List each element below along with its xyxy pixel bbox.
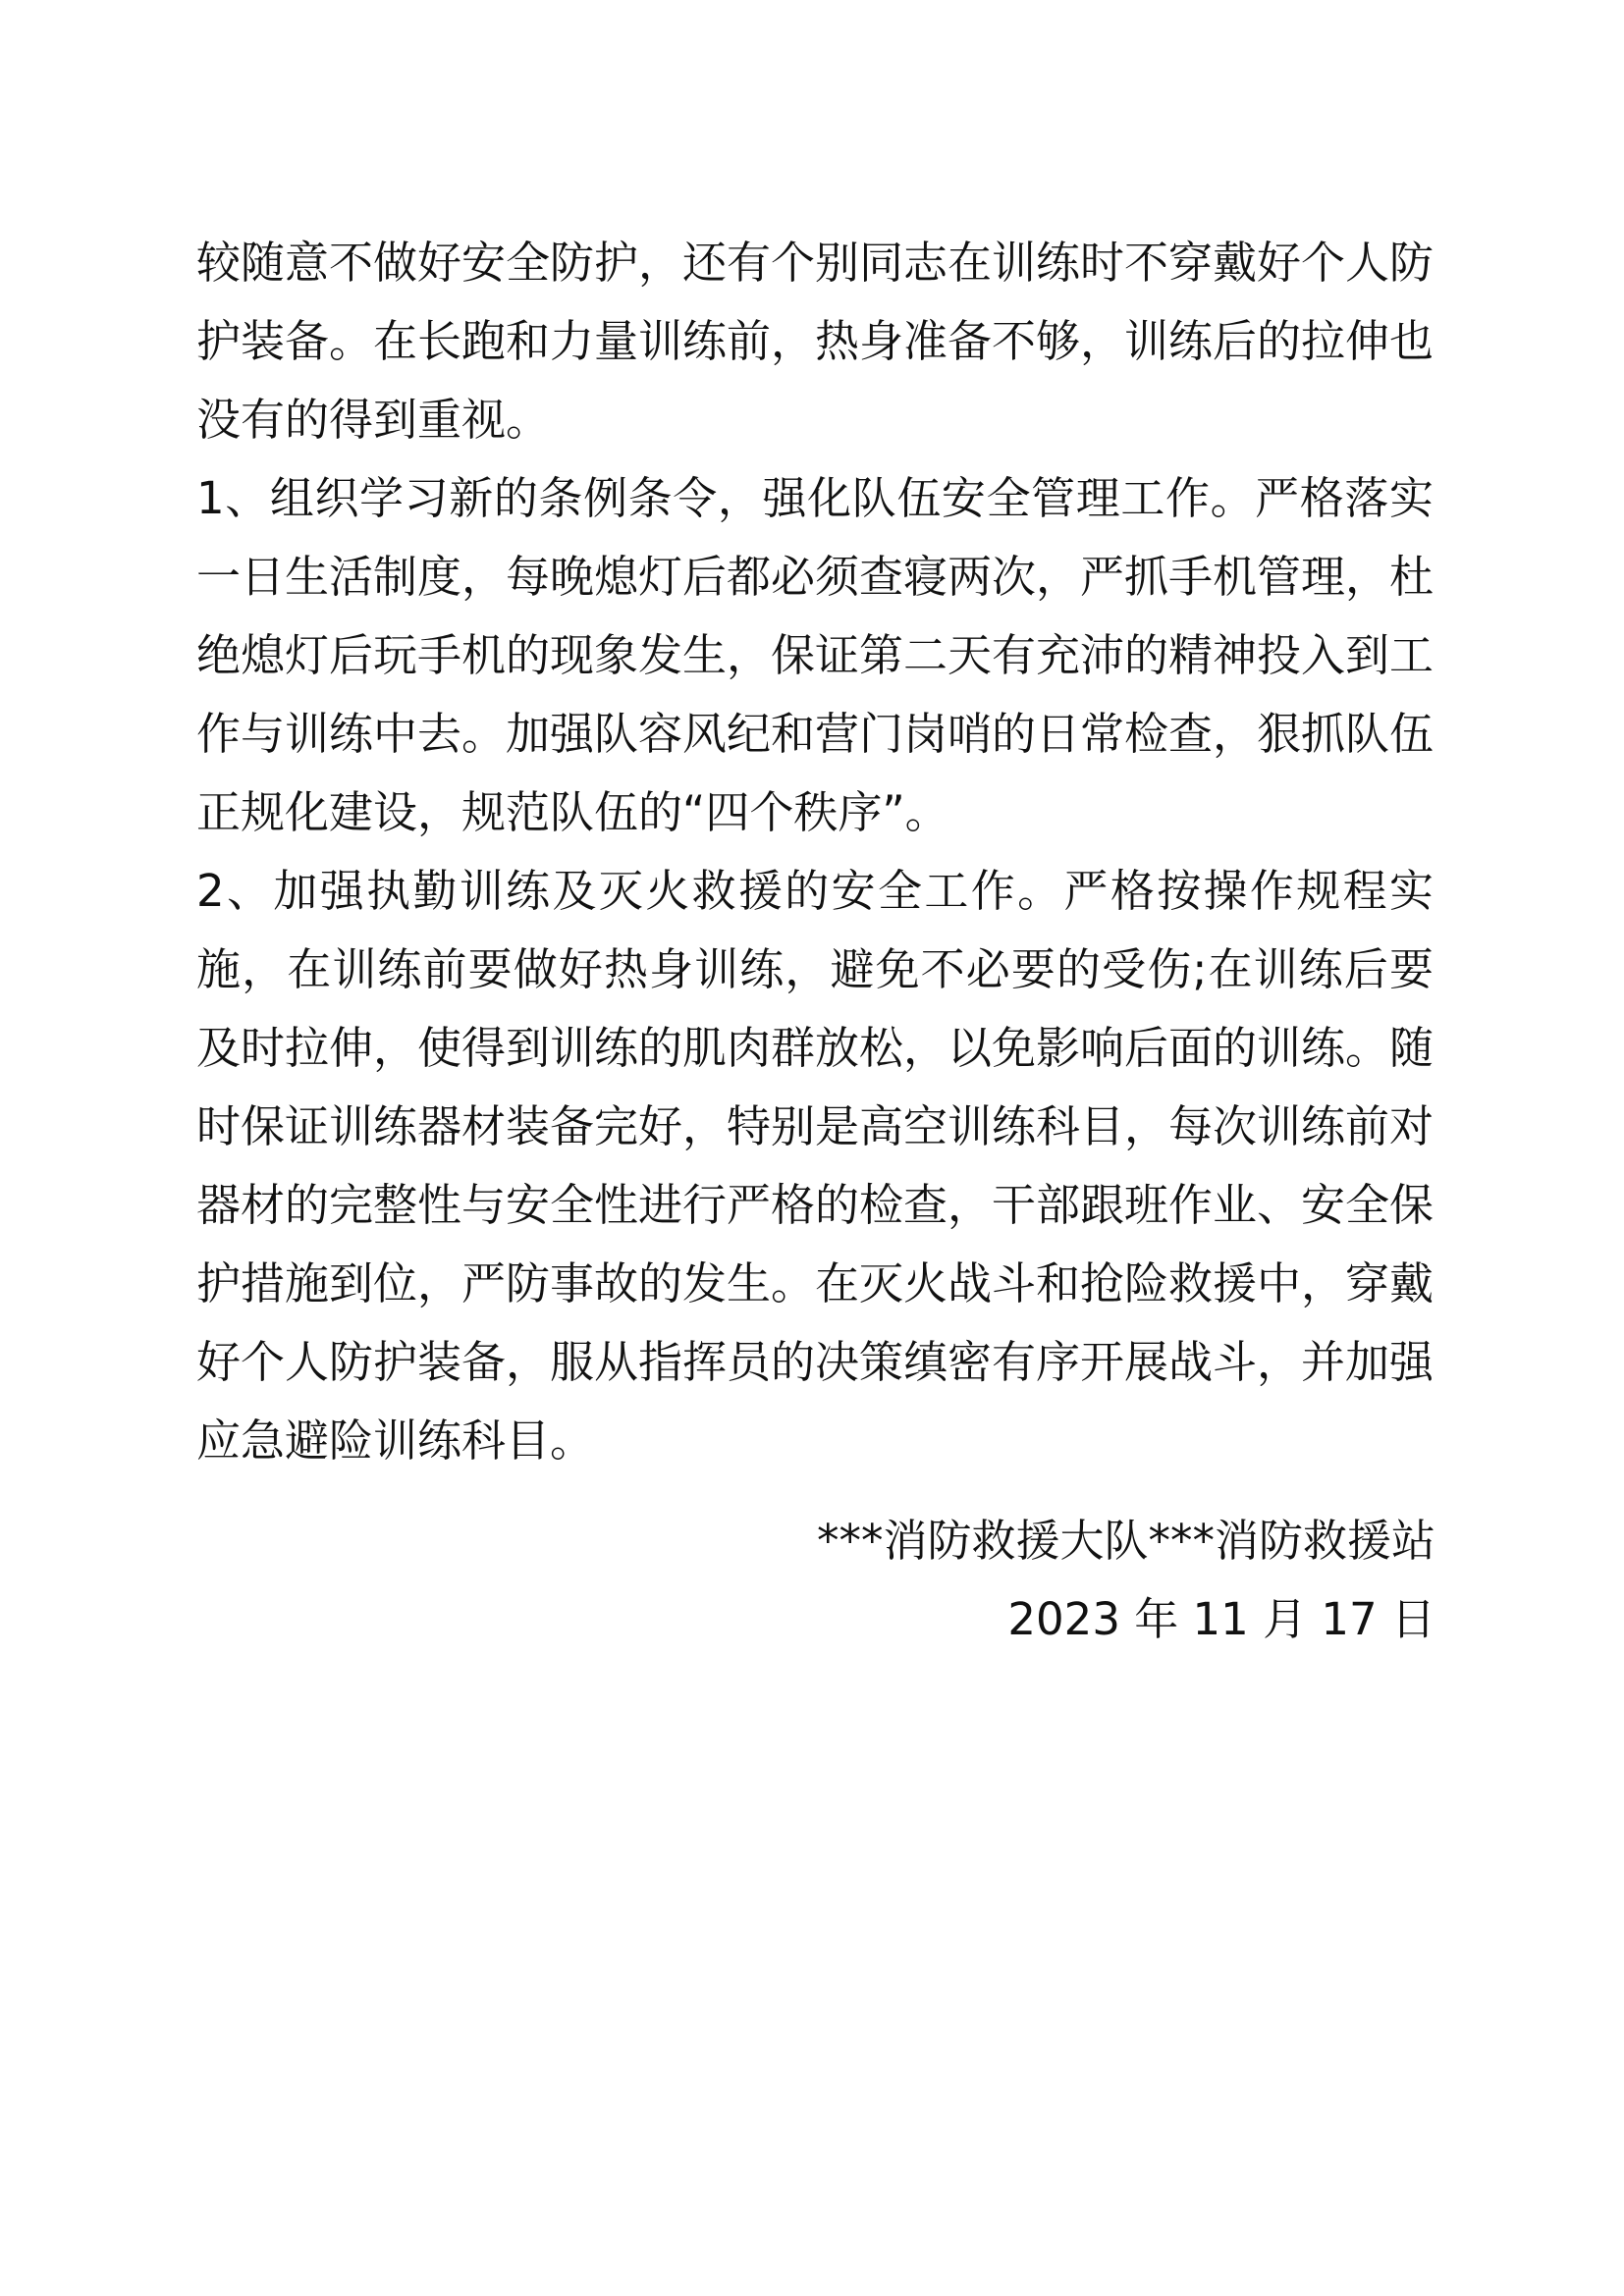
- paragraph-item-2: 2、加强执勤训练及灭火救援的安全工作。严格按操作规程实施，在训练前要做好热身训练，避免不必要的受伤;在训练后要及时拉伸，使得到训练的肌肉群放松，以免影响后面的训练。随时保证训练器材装备完好，特别是高空训练科目，每次训练前对器材的完整性与安全性进行严格的检查，干部跟班作业、安全保护措施到位，严防事故的发生。在灭火战斗和抢险救援中，穿戴好个人防护装备，服从指挥员的决策缜密有序开展战斗，并加强应急避险训练科目。: [196, 865, 1435, 1467]
- paragraph-intro: 较随意不做好安全防护，还有个别同志在训练时不穿戴好个人防护装备。在长跑和力量训练前，热身准备不够，训练后的拉伸也没有的得到重视。: [196, 237, 1435, 446]
- signature-organization: ***消防救援大队***消防救援站: [816, 1515, 1435, 1567]
- signature-block: [817, 1502, 1435, 1659]
- document-body: [196, 224, 1434, 1480]
- signature-date: 2023 年 11 月 17 日: [1007, 1593, 1435, 1645]
- paragraph-item-1: 1、组织学习新的条例条令，强化队伍安全管理工作。严格落实一日生活制度，每晚熄灯后都必须查寝两次，严抓手机管理，杜绝熄灯后玩手机的现象发生，保证第二天有充沛的精神投入到工作与训练中去。加强队容风纪和营门岗哨的日常检查，狠抓队伍正规化建设，规范队伍的“四个秩序”。: [196, 472, 1435, 838]
